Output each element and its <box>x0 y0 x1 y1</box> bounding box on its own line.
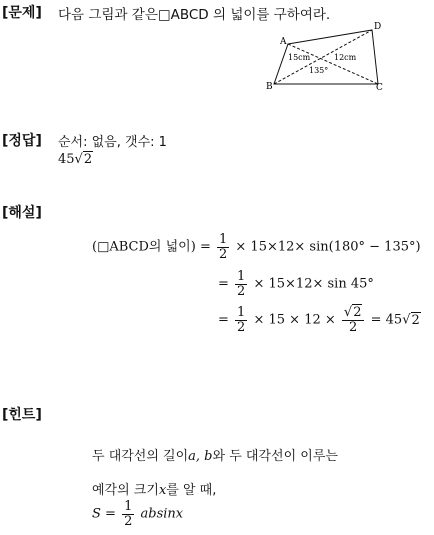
fraction-half: $\frac{1}{2}$ <box>237 269 246 299</box>
hint-line-2: 예각의 크기x를 알 때, <box>92 483 217 498</box>
vertex-b-label: B <box>266 82 273 92</box>
sqrt-sign: √ <box>74 152 83 167</box>
solution-row-2: = $\frac{1}{2}$ × 15×12× sin 45° <box>218 269 374 299</box>
length-15-label: 15cm <box>288 53 311 62</box>
solution-heading: [해설] <box>2 205 42 221</box>
quadrilateral-figure <box>264 18 394 94</box>
answer-heading: [정답] <box>2 133 42 149</box>
answer-value <box>58 152 93 167</box>
solution-row-3: = $\frac{1}{2}$ × 15 × 12 × $\frac{√2}{2}$ = 45√2 <box>218 305 420 335</box>
hint-formula: S = $\frac{1}{2}$ absinx <box>92 499 184 529</box>
problem-text: 다음 그림과 같은□ABCD 의 넓이를 구하여라. <box>58 7 331 23</box>
hint-heading: [힌트] <box>2 407 42 423</box>
fraction-sqrt2-over-2: $\frac{√2}{2}$ <box>342 306 365 334</box>
answer-coef: 45 <box>58 152 75 167</box>
angle-135-label: 135° <box>309 66 329 75</box>
vertex-c-label: C <box>376 83 383 93</box>
problem-heading: [문제] <box>2 5 42 21</box>
solution-lhs: (□ABCD의 넓이) <box>92 239 196 255</box>
vertex-d-label: D <box>374 22 382 32</box>
answer-line: 순서: 없음, 갯수: 1 <box>58 135 167 150</box>
length-12-label: 12cm <box>334 53 357 62</box>
answer-radicand: 2 <box>83 152 93 167</box>
fraction-half: $\frac{1}{2}$ <box>237 305 246 335</box>
diagonal-ac <box>288 44 378 84</box>
hint-line-1: 두 대각선의 길이a, b와 두 대각선이 이루는 <box>92 449 338 464</box>
fraction-half: $\frac{1}{2}$ <box>218 232 228 262</box>
solution-row-1: (□ABCD의 넓이) = $\frac{1}{2}$ × 15×12× sin(180° − 135°) <box>92 232 421 262</box>
vertex-a-label: A <box>280 37 287 47</box>
